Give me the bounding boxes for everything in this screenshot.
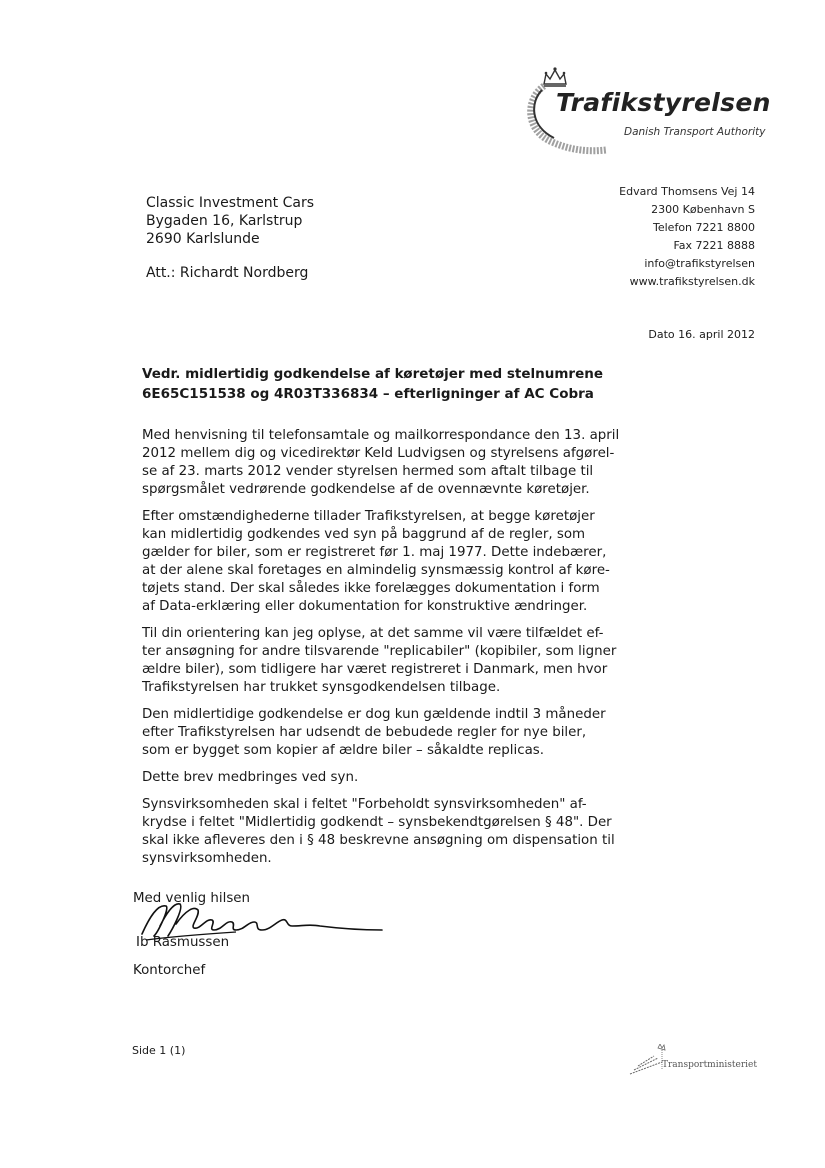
closing-greeting: Med venlig hilsen [133,891,251,906]
paragraph-line: ældre biler), som tidligere har været registreret i Danmark, men hvor [142,662,608,677]
ministry-logo [628,1044,778,1084]
paragraph-line: Trafikstyrelsen har trukket synsgodkendelsen tilbage. [142,680,501,695]
subject-line: 6E65C151538 og 4R03T336834 – efterligninger af AC Cobra [142,386,594,402]
recipient-attention: Att.: Richardt Nordberg [146,265,309,281]
paragraph-line: tøjets stand. Der skal således ikke forelægges dokumentation i form [142,581,600,596]
letter-body [142,427,620,877]
sender-contact [619,183,755,291]
paragraph-line: Den midlertidige godkendelse er dog kun gældende indtil 3 måneder [142,707,606,722]
paragraph-line: som er bygget som kopier af ældre biler – såkaldte replicas. [142,743,545,758]
sender-email: info@trafikstyrelsen [644,257,755,270]
paragraph-line: Dette brev medbringes ved syn. [142,770,359,785]
body-paragraph [142,769,612,787]
body-paragraph [142,427,620,499]
paragraph-line: synsvirksomheden. [142,851,272,866]
paragraph-line: 2012 mellem dig og vicedirektør Keld Ludvigsen og styrelsens afgørel- [142,446,615,461]
recipient-city: 2690 Karlslunde [146,231,260,247]
ministry-name: Transportministeriet [662,1060,757,1070]
paragraph-line: se af 23. marts 2012 vender styrelsen hermed som aftalt tilbage til [142,464,594,479]
page-number: Side 1 (1) [132,1044,186,1057]
signer-name: Ib Rasmussen [136,935,230,950]
brand-name: Trafikstyrelsen [556,88,771,117]
paragraph-line: at der alene skal foretages en almindelig synsmæssig kontrol af køre- [142,563,610,578]
recipient-address [146,194,314,282]
handwritten-signature [136,896,386,946]
signer-title: Kontorchef [133,963,206,978]
paragraph-line: Til din orientering kan jeg oplyse, at det samme vil være tilfældet ef- [142,626,604,641]
body-paragraph [142,706,612,760]
paragraph-line: spørgsmålet vedrørende godkendelse af de ovennævnte køretøjer. [142,482,590,497]
brand-subtitle: Danish Transport Authority [624,126,766,138]
sender-phone: Telefon 7221 8800 [653,221,755,234]
body-paragraph [142,796,615,868]
paragraph-line: skal ikke afleveres den i § 48 beskrevne ansøgning om dispensation til [142,833,615,848]
subject-line: Vedr. midlertidig godkendelse af køretøjer med stelnumrene [142,366,603,382]
paragraph-line: Efter omstændighederne tillader Trafikstyrelsen, at begge køretøjer [142,509,595,524]
letter-subject [142,364,612,404]
recipient-street: Bygaden 16, Karlstrup [146,213,303,229]
paragraph-line: Med henvisning til telefonsamtale og mailkorrespondance den 13. april [142,428,620,443]
body-paragraph [142,508,612,616]
sender-city: 2300 København S [651,203,755,216]
sender-web: www.trafikstyrelsen.dk [629,275,755,288]
paragraph-line: gælder for biler, som er registreret før 1. maj 1977. Dette indebærer, [142,545,607,560]
sender-fax: Fax 7221 8888 [673,239,755,252]
paragraph-line: krydse i feltet "Midlertidig godkendt – synsbekendtgørelsen § 48". Der [142,815,612,830]
letter-date: Dato 16. april 2012 [648,328,755,341]
paragraph-line: Synsvirksomheden skal i feltet "Forbeholdt synsvirksomheden" af- [142,797,587,812]
paragraph-line: af Data-erklæring eller dokumentation for konstruktive ændringer. [142,599,588,614]
paragraph-line: ter ansøgning for andre tilsvarende "replicabiler" (kopibiler, som ligner [142,644,617,659]
body-paragraph [142,625,617,697]
paragraph-line: kan midlertidig godkendes ved syn på baggrund af de regler, som [142,527,586,542]
trafikstyrelsen-logo [522,66,771,158]
paragraph-line: efter Trafikstyrelsen har udsendt de bebudede regler for nye biler, [142,725,587,740]
recipient-company: Classic Investment Cars [146,195,315,211]
sender-street: Edvard Thomsens Vej 14 [619,185,755,198]
